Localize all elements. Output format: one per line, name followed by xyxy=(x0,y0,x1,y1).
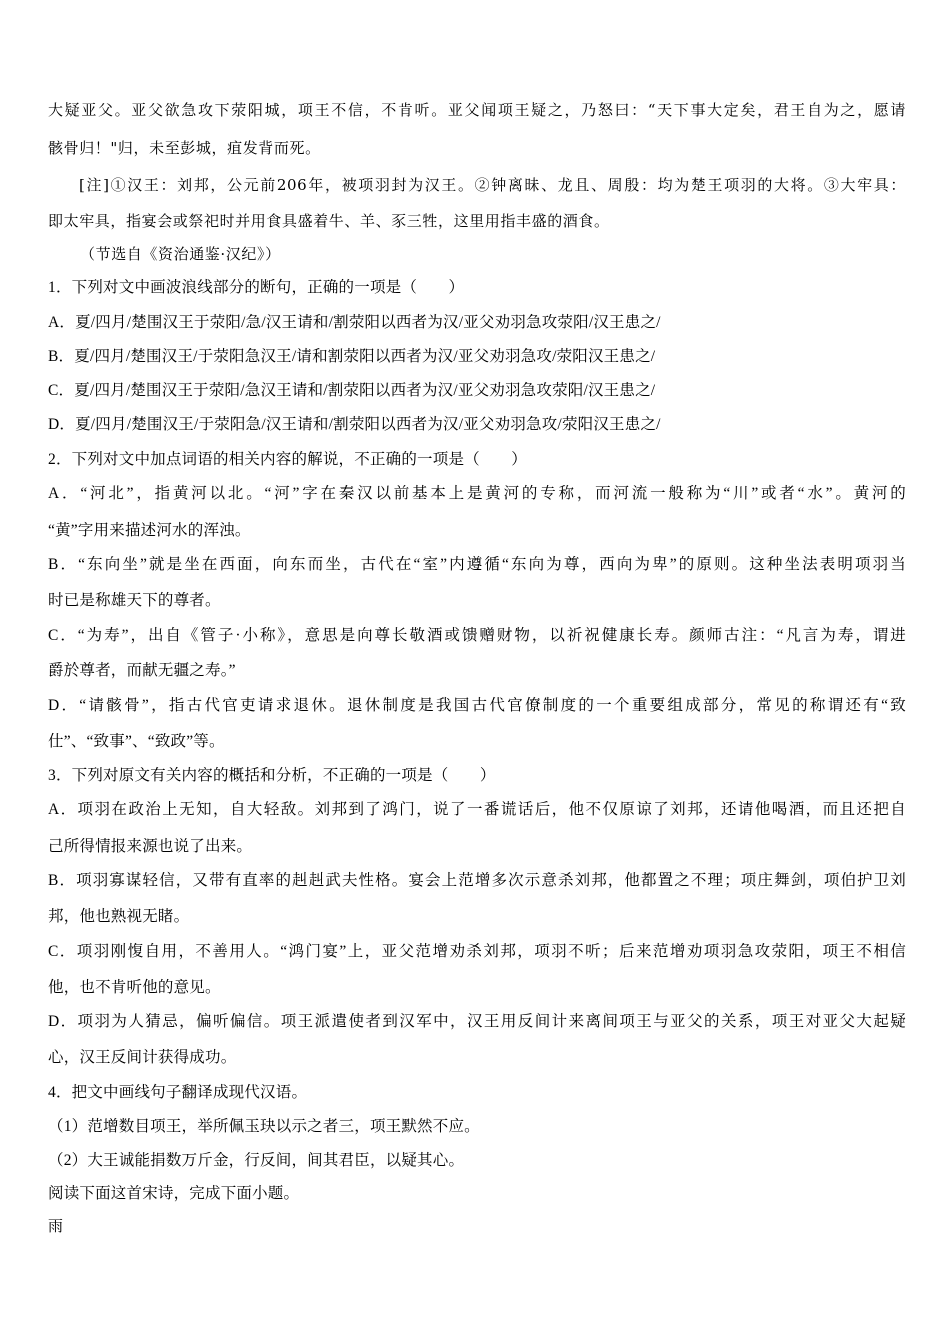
option-c-cont: 他，也不肯听他的意见。 xyxy=(48,979,221,996)
option-a-cont: 己所得情报来源也说了出来。 xyxy=(48,838,253,855)
annotation-note: 即太牢具，指宴会或祭祀时并用食具盛着牛、羊、豕三牲，这里用指丰盛的酒食。 xyxy=(48,212,610,230)
option-b: B．项羽寡谋轻信，又带有直率的赳赳武夫性格。宴会上范增多次示意杀刘邦，他都置之不理；项庄舞剑，项伯护卫刘 xyxy=(48,872,906,889)
option-a: A．“河北”，指黄河以北。“河”字在秦汉以前基本上是黄河的专称，而河流一般称为“川”或者“水”。黄河的 xyxy=(48,485,906,502)
option-c: C．“为寿”，出自《管子·小称》，意思是向尊长敬酒或馈赠财物，以祈祝健康长寿。颜师古注：“凡言为寿，谓进 xyxy=(48,627,906,644)
option-d: D．项羽为人猜忌，偏听偏信。项王派遣使者到汉军中，汉王用反间计来离间项王与亚父的关系，项王对亚父大起疑 xyxy=(48,1013,906,1030)
poem-title: 雨 xyxy=(48,1217,64,1235)
translation-sentence: （1）范增数目项王，举所佩玉玦以示之者三，项王默然不应。 xyxy=(48,1118,480,1135)
option-a: A．项羽在政治上无知，自大轻敌。刘邦到了鸿门，说了一番谎话后，他不仅原谅了刘邦，还请他喝酒，而且还把自 xyxy=(48,801,906,818)
option-d: D．夏/四月/楚围汉王/于荥阳急/汉王请和/割荥阳以西者为汉/亚父劝羽急攻/荥阳汉王患之/ xyxy=(48,416,661,433)
reading-instruction: 阅读下面这首宋诗，完成下面小题。 xyxy=(48,1185,300,1202)
question-stem: 1．下列对文中画波浪线部分的断句，正确的一项是（ ） xyxy=(48,279,465,296)
option-b: B．“东向坐”就是坐在西面，向东而坐，古代在“室”内遵循“东向为尊，西向为卑”的原则。这种坐法表明项羽当 xyxy=(48,556,906,573)
passage-line: 大疑亚父。亚父欲急攻下荥阳城，项王不信，不肯听。亚父闻项王疑之，乃怒曰：“天下事大定矣，君王自为之，愿请 xyxy=(48,101,906,119)
question-stem: 3．下列对原文有关内容的概括和分析，不正确的一项是（ ） xyxy=(48,767,496,784)
option-b-cont: 时已是称雄天下的尊者。 xyxy=(48,592,221,609)
annotation-note: [注]①汉王：刘邦，公元前206年，被项羽封为汉王。②钟离昧、龙且、周殷：均为楚王项羽的大将。③大牢具： xyxy=(79,176,906,194)
option-b: B．夏/四月/楚围汉王/于荥阳急汉王/请和割荥阳以西者为汉/亚父劝羽急攻/荥阳汉王患之/ xyxy=(48,348,656,365)
option-b-cont: 邦，他也熟视无睹。 xyxy=(48,908,190,925)
question-stem: 2．下列对文中加点词语的相关内容的解说，不正确的一项是（ ） xyxy=(48,451,527,468)
option-c-cont: 爵於尊者，而献无疆之寿。” xyxy=(48,662,236,679)
option-a: A．夏/四月/楚围汉王于荥阳/急/汉王请和/割荥阳以西者为汉/亚父劝羽急攻荥阳/汉王患之/ xyxy=(48,314,661,331)
option-d: D．“请骸骨”，指古代官吏请求退休。退休制度是我国古代官僚制度的一个重要组成部分，常见的称谓还有“致 xyxy=(48,697,906,714)
option-c: C．夏/四月/楚围汉王于荥阳/急汉王请和/割荥阳以西者为汉/亚父劝羽急攻荥阳/汉王患之/ xyxy=(48,382,656,399)
option-c: C．项羽刚愎自用，不善用人。“鸿门宴”上，亚父范增劝杀刘邦，项羽不听；后来范增劝项羽急攻荥阳，项王不相信 xyxy=(48,943,906,960)
passage-line: 骸骨归！"归，未至彭城，疽发背而死。 xyxy=(48,139,321,157)
translation-sentence: （2）大王诚能捐数万斤金，行反间，间其君臣，以疑其心。 xyxy=(48,1152,465,1169)
question-stem: 4．把文中画线句子翻译成现代汉语。 xyxy=(48,1084,308,1101)
option-d-cont: 仕”、“致事”、“致政”等。 xyxy=(48,733,225,750)
passage-source: （节选自《资治通鉴·汉纪》） xyxy=(80,245,281,263)
option-a-cont: “黄”字用来描述河水的浑浊。 xyxy=(48,522,251,539)
option-d-cont: 心，汉王反间计获得成功。 xyxy=(48,1049,237,1066)
